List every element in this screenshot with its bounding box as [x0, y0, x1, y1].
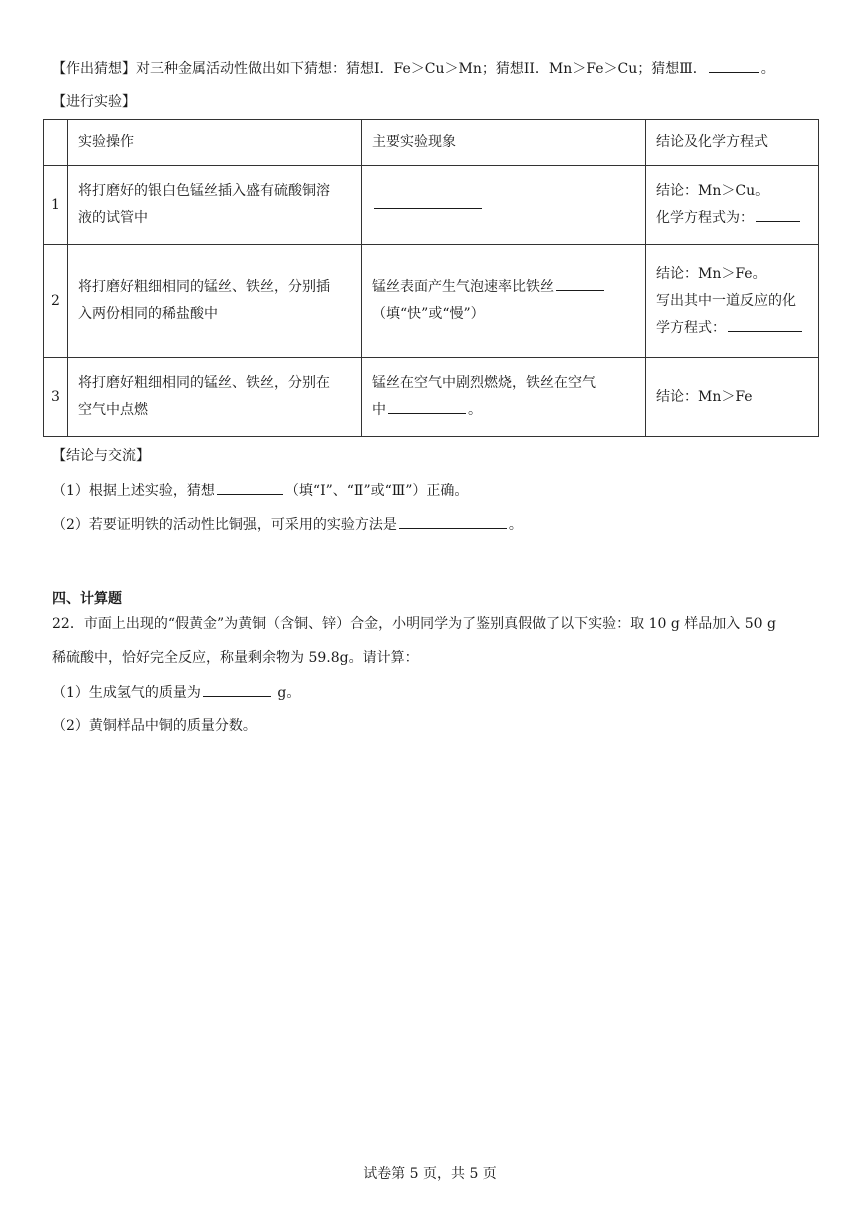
- row-conclusion: 结论：Mn＞Fe: [646, 358, 819, 437]
- header-operation: 实验操作: [68, 120, 362, 166]
- guess-blank[interactable]: [709, 58, 759, 73]
- row-conclusion: 结论：Mn＞Fe。 写出其中一道反应的化 学方程式：: [646, 245, 819, 358]
- hydrogen-mass-blank[interactable]: [203, 682, 271, 697]
- row-num: 1: [44, 166, 68, 245]
- page-footer: 试卷第 5 页，共 5 页: [363, 1166, 497, 1182]
- guess-line: 【作出猜想】对三种金属活动性做出如下猜想：猜想Ⅰ．Fe＞Cu＞Mn；猜想II．Mn＞Fe＞Cu；猜想Ⅲ． 。: [52, 58, 775, 79]
- row-num: 3: [44, 358, 68, 437]
- question-1: （1）根据上述实验，猜想 （填“Ⅰ”、“Ⅱ”或“Ⅲ”）正确。: [52, 480, 468, 501]
- question-2: （2）若要证明铁的活动性比铜强，可采用的实验方法是 。: [52, 514, 523, 535]
- guess-answer-blank[interactable]: [217, 480, 283, 495]
- table-header-row: [44, 120, 819, 166]
- burn-blank[interactable]: [388, 399, 466, 414]
- table-row: [44, 358, 819, 437]
- row-conclusion: 结论：Mn＞Cu。 化学方程式为：: [646, 166, 819, 245]
- problem-22-line1: 22．市面上出现的“假黄金”为黄铜（含铜、锌）合金，小明同学为了鉴别真假做了以下实验：取 10 g 样品加入 50 g: [52, 616, 776, 632]
- header-conclusion: 结论及化学方程式: [646, 120, 819, 166]
- row-phenomenon: [362, 166, 646, 245]
- row-phenomenon: 锰丝在空气中剧烈燃烧，铁丝在空气 中 。: [362, 358, 646, 437]
- equation-blank[interactable]: [756, 207, 800, 222]
- phenomenon-blank[interactable]: [374, 194, 482, 209]
- row-phenomenon: 锰丝表面产生气泡速率比铁丝 （填“快”或“慢”）: [362, 245, 646, 358]
- row-operation: 将打磨好粗细相同的锰丝、铁丝，分别插 入两份相同的稀盐酸中: [68, 245, 362, 358]
- problem-22-sub2: （2）黄铜样品中铜的质量分数。: [52, 718, 257, 734]
- row-operation: 将打磨好粗细相同的锰丝、铁丝，分别在 空气中点燃: [68, 358, 362, 437]
- table-row: [44, 166, 819, 245]
- experiment-heading: 【进行实验】: [52, 94, 136, 110]
- problem-22-sub1: （1）生成氢气的质量为 g。: [52, 682, 300, 703]
- row-num: 2: [44, 245, 68, 358]
- row-operation: 将打磨好的银白色锰丝插入盛有硫酸铜溶 液的试管中: [68, 166, 362, 245]
- table-row: [44, 245, 819, 358]
- problem-22-line2: 稀硫酸中，恰好完全反应，称量剩余物为 59.8g。请计算：: [52, 650, 419, 666]
- conclusion-heading: 【结论与交流】: [52, 448, 150, 464]
- experiment-table: [43, 119, 819, 437]
- method-blank[interactable]: [399, 514, 507, 529]
- guess-text: 对三种金属活动性做出如下猜想：猜想Ⅰ．Fe＞Cu＞Mn；猜想II．Mn＞Fe＞Cu；猜想Ⅲ．: [136, 61, 707, 77]
- equation-blank[interactable]: [728, 317, 802, 332]
- guess-label: 【作出猜想】: [52, 61, 136, 77]
- section-title: 四、计算题: [52, 591, 122, 607]
- speed-blank[interactable]: [556, 276, 604, 291]
- header-phenomenon: 主要实验现象: [362, 120, 646, 166]
- header-num: [44, 120, 68, 166]
